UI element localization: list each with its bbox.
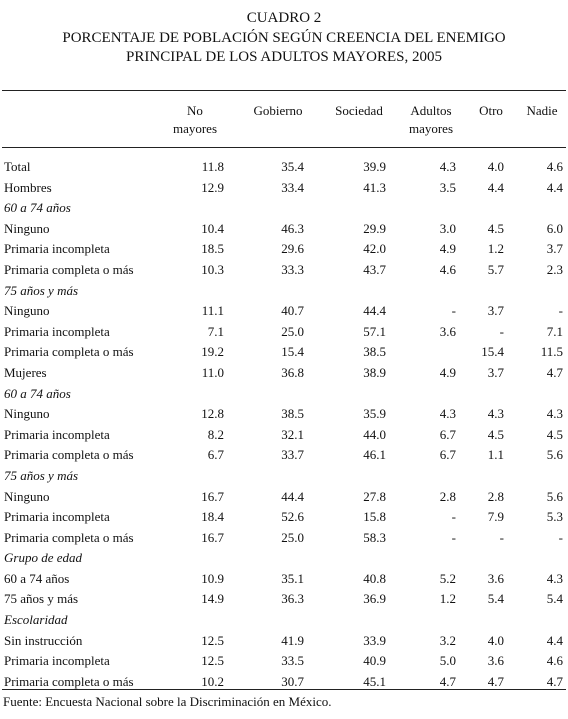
table-number: CUADRO 2 xyxy=(246,10,322,26)
table-cell: 4.9 xyxy=(439,241,456,257)
table-cell: 10.9 xyxy=(201,570,224,586)
table-row xyxy=(0,528,568,549)
table-cell: 4.5 xyxy=(546,426,563,442)
table-cell: - xyxy=(558,303,563,319)
table-row xyxy=(0,507,568,528)
row-label: Primaria incompleta xyxy=(4,241,110,257)
table-cell: 10.2 xyxy=(201,673,224,689)
table-cell: 40.7 xyxy=(281,303,304,319)
table-cell: 4.5 xyxy=(487,426,504,442)
section-row xyxy=(0,281,568,302)
table-cell: - xyxy=(499,323,504,339)
table-cell: 4.7 xyxy=(546,673,563,689)
table-cell: 52.6 xyxy=(281,509,304,525)
table-body xyxy=(0,157,568,692)
table-cell: 1.1 xyxy=(487,447,504,463)
table-cell: 41.3 xyxy=(363,179,386,195)
column-header-nadie: Nadie xyxy=(526,103,558,118)
table-cell: - xyxy=(558,529,563,545)
table-cell: 18.4 xyxy=(201,509,224,525)
row-label: Primaria incompleta xyxy=(4,509,110,525)
table-cell: 18.5 xyxy=(201,241,224,257)
row-label: Primaria completa o más xyxy=(4,529,134,545)
column-header-otro: Otro xyxy=(479,103,503,118)
table-row xyxy=(0,589,568,610)
table-cell: 10.3 xyxy=(201,261,224,277)
table-cell: - xyxy=(451,303,456,319)
table-cell: 3.6 xyxy=(487,570,504,586)
table-cell: 12.5 xyxy=(201,632,224,648)
table-cell: 1.2 xyxy=(487,241,504,257)
table-title-line-2: PRINCIPAL DE LOS ADULTOS MAYORES, 2005 xyxy=(126,49,442,65)
row-label: Mujeres xyxy=(4,364,47,380)
table-cell: 58.3 xyxy=(363,529,386,545)
table-cell: 6.7 xyxy=(207,447,224,463)
table-cell: 4.3 xyxy=(439,406,456,422)
table-cell: 33.9 xyxy=(363,632,386,648)
table-cell: 12.5 xyxy=(201,653,224,669)
section-row xyxy=(0,610,568,631)
table-cell: 3.7 xyxy=(546,241,563,257)
table-cell: 14.9 xyxy=(201,591,224,607)
table-cell: 8.2 xyxy=(207,426,224,442)
table-cell: 36.3 xyxy=(281,591,304,607)
table-cell: 4.4 xyxy=(546,632,563,648)
row-label: Primaria incompleta xyxy=(4,653,110,669)
table-cell: - xyxy=(451,509,456,525)
row-label: Total xyxy=(4,159,31,174)
table-cell: 39.9 xyxy=(363,159,386,174)
table-row xyxy=(0,404,568,425)
table-cell: 2.8 xyxy=(487,488,504,504)
table-cell: 16.7 xyxy=(201,488,224,504)
table-row xyxy=(0,178,568,199)
table-cell: 6.7 xyxy=(439,447,456,463)
table-cell: 25.0 xyxy=(281,529,304,545)
table-cell: 35.1 xyxy=(281,570,304,586)
table-cell: 29.6 xyxy=(281,241,304,257)
table-cell: 12.8 xyxy=(201,406,224,422)
table-cell: 57.1 xyxy=(363,323,386,339)
table-cell: 5.4 xyxy=(546,591,563,607)
top-rule xyxy=(2,90,566,91)
table-cell: 4.7 xyxy=(487,673,504,689)
section-row xyxy=(0,466,568,487)
table-cell: 40.8 xyxy=(363,570,386,586)
table-row xyxy=(0,487,568,508)
row-label: Ninguno xyxy=(4,406,50,422)
table-cell: 2.8 xyxy=(439,488,456,504)
table-cell: 4.0 xyxy=(487,632,504,648)
table-row xyxy=(0,260,568,281)
table-row xyxy=(0,219,568,240)
table-cell: 27.8 xyxy=(363,488,386,504)
row-label: Primaria incompleta xyxy=(4,323,110,339)
row-label: Primaria completa o más xyxy=(4,261,134,277)
table-cell: 1.2 xyxy=(439,591,456,607)
row-label: Primaria completa o más xyxy=(4,447,134,463)
table-cell: 15.4 xyxy=(481,344,504,360)
section-row xyxy=(0,384,568,405)
table-row xyxy=(0,363,568,384)
table-cell: 3.0 xyxy=(439,220,456,236)
source-note: Fuente: Encuesta Nacional sobre la Discriminación en México. xyxy=(3,694,332,709)
table-cell: 41.9 xyxy=(281,632,304,648)
table-cell: 30.7 xyxy=(281,673,304,689)
table-cell: 12.9 xyxy=(201,179,224,195)
table-cell: 2.3 xyxy=(546,261,563,277)
table-cell: 5.7 xyxy=(487,261,504,277)
table-cell: 36.8 xyxy=(281,364,304,380)
section-label: 60 a 74 años xyxy=(4,385,71,401)
header-rule xyxy=(2,147,566,148)
row-label: Primaria completa o más xyxy=(4,344,134,360)
row-label: Ninguno xyxy=(4,488,50,504)
table-cell: 38.5 xyxy=(363,344,386,360)
table-row xyxy=(0,239,568,260)
table-cell: 46.1 xyxy=(363,447,386,463)
section-label: 75 años y más xyxy=(4,282,79,298)
table-cell: 38.9 xyxy=(363,364,386,380)
table-row xyxy=(0,157,568,178)
table-cell: 45.1 xyxy=(363,673,386,689)
table-cell: 33.7 xyxy=(281,447,304,463)
row-label: Sin instrucción xyxy=(4,632,83,648)
table-cell: 4.9 xyxy=(439,364,456,380)
table-cell: 11.0 xyxy=(201,364,224,380)
table-cell: 42.0 xyxy=(363,241,386,257)
section-row xyxy=(0,198,568,219)
table-cell: 11.8 xyxy=(201,159,224,174)
table-cell: 15.4 xyxy=(281,344,304,360)
row-label: Ninguno xyxy=(4,220,50,236)
table-cell: 4.6 xyxy=(546,653,563,669)
table-cell: 3.5 xyxy=(439,179,456,195)
table-cell: 11.1 xyxy=(201,303,224,319)
table-cell: 36.9 xyxy=(363,591,386,607)
section-label: Escolaridad xyxy=(4,612,68,628)
table-cell: 25.0 xyxy=(281,323,304,339)
table-cell: 4.6 xyxy=(439,261,456,277)
table-cell: 16.7 xyxy=(201,529,224,545)
table-cell: 5.3 xyxy=(546,509,563,525)
table-cell: 38.5 xyxy=(281,406,304,422)
table-cell: 3.2 xyxy=(439,632,456,648)
table-cell: - xyxy=(499,529,504,545)
table-cell: 32.1 xyxy=(281,426,304,442)
table-cell: 4.3 xyxy=(487,406,504,422)
row-label: 75 años y más xyxy=(4,591,79,607)
table-cell: 35.4 xyxy=(281,159,304,174)
table-cell: 7.9 xyxy=(487,509,504,525)
table-cell: 44.0 xyxy=(363,426,386,442)
table-cell: 3.7 xyxy=(487,364,504,380)
table-cell: 4.4 xyxy=(487,179,504,195)
table-cell: 46.3 xyxy=(281,220,304,236)
column-header-gobierno: Gobierno xyxy=(253,103,303,118)
row-label: 60 a 74 años xyxy=(4,570,70,586)
section-label: Grupo de edad xyxy=(4,550,82,566)
table-cell: 7.1 xyxy=(546,323,563,339)
table-cell: 5.2 xyxy=(439,570,456,586)
table-cell: 6.0 xyxy=(546,220,563,236)
table-cell: 4.7 xyxy=(546,364,563,380)
table-cell: 3.7 xyxy=(487,303,504,319)
table-cell: 4.7 xyxy=(439,673,456,689)
row-label: Hombres xyxy=(4,179,52,195)
table-cell: 43.7 xyxy=(363,261,386,277)
table-cell: 5.6 xyxy=(546,488,563,504)
column-header-no-mayores: No mayores xyxy=(172,103,218,136)
table-cell: 5.0 xyxy=(439,653,456,669)
section-row xyxy=(0,548,568,569)
table-cell: 4.5 xyxy=(487,220,504,236)
table-cell: 29.9 xyxy=(363,220,386,236)
table-cell: 33.4 xyxy=(281,179,304,195)
row-label: Ninguno xyxy=(4,303,50,319)
section-label: 75 años y más xyxy=(4,467,79,483)
column-header-sociedad: Sociedad xyxy=(335,103,383,118)
row-label: Primaria incompleta xyxy=(4,426,110,442)
table-title-line-1: PORCENTAJE DE POBLACIÓN SEGÚN CREENCIA DEL ENEMIGO xyxy=(62,30,506,46)
table-cell: 44.4 xyxy=(281,488,304,504)
table-cell: 4.0 xyxy=(487,159,504,174)
table-cell: 11.5 xyxy=(540,344,563,360)
table-cell: 19.2 xyxy=(201,344,224,360)
table-cell: 5.6 xyxy=(546,447,563,463)
table-cell: 5.4 xyxy=(487,591,504,607)
table-cell: - xyxy=(451,529,456,545)
table-cell: 40.9 xyxy=(363,653,386,669)
table-cell: 4.4 xyxy=(546,179,563,195)
row-label: Primaria completa o más xyxy=(4,673,134,689)
table-cell: 4.3 xyxy=(546,406,563,422)
table-cell: 4.3 xyxy=(546,570,563,586)
table-row xyxy=(0,651,568,672)
table-cell: 6.7 xyxy=(439,426,456,442)
table-row xyxy=(0,322,568,343)
table-cell: 4.3 xyxy=(439,159,456,174)
table-cell: 4.6 xyxy=(546,159,563,174)
table-cell: 10.4 xyxy=(201,220,224,236)
table-cell: 33.5 xyxy=(281,653,304,669)
table-row xyxy=(0,631,568,652)
table-cell: 3.6 xyxy=(439,323,456,339)
table-cell: 44.4 xyxy=(363,303,386,319)
column-header-adultos-mayores: Adultos mayores xyxy=(408,103,454,136)
table-cell: 7.1 xyxy=(207,323,224,339)
section-label: 60 a 74 años xyxy=(4,200,71,216)
table-cell: 15.8 xyxy=(363,509,386,525)
table-row xyxy=(0,445,568,466)
table-row xyxy=(0,569,568,590)
bottom-rule xyxy=(2,689,566,690)
table-cell: 3.6 xyxy=(487,653,504,669)
table-row xyxy=(0,342,568,363)
table-row xyxy=(0,425,568,446)
table-row xyxy=(0,301,568,322)
table-cell: 35.9 xyxy=(363,406,386,422)
table-cell: 33.3 xyxy=(281,261,304,277)
